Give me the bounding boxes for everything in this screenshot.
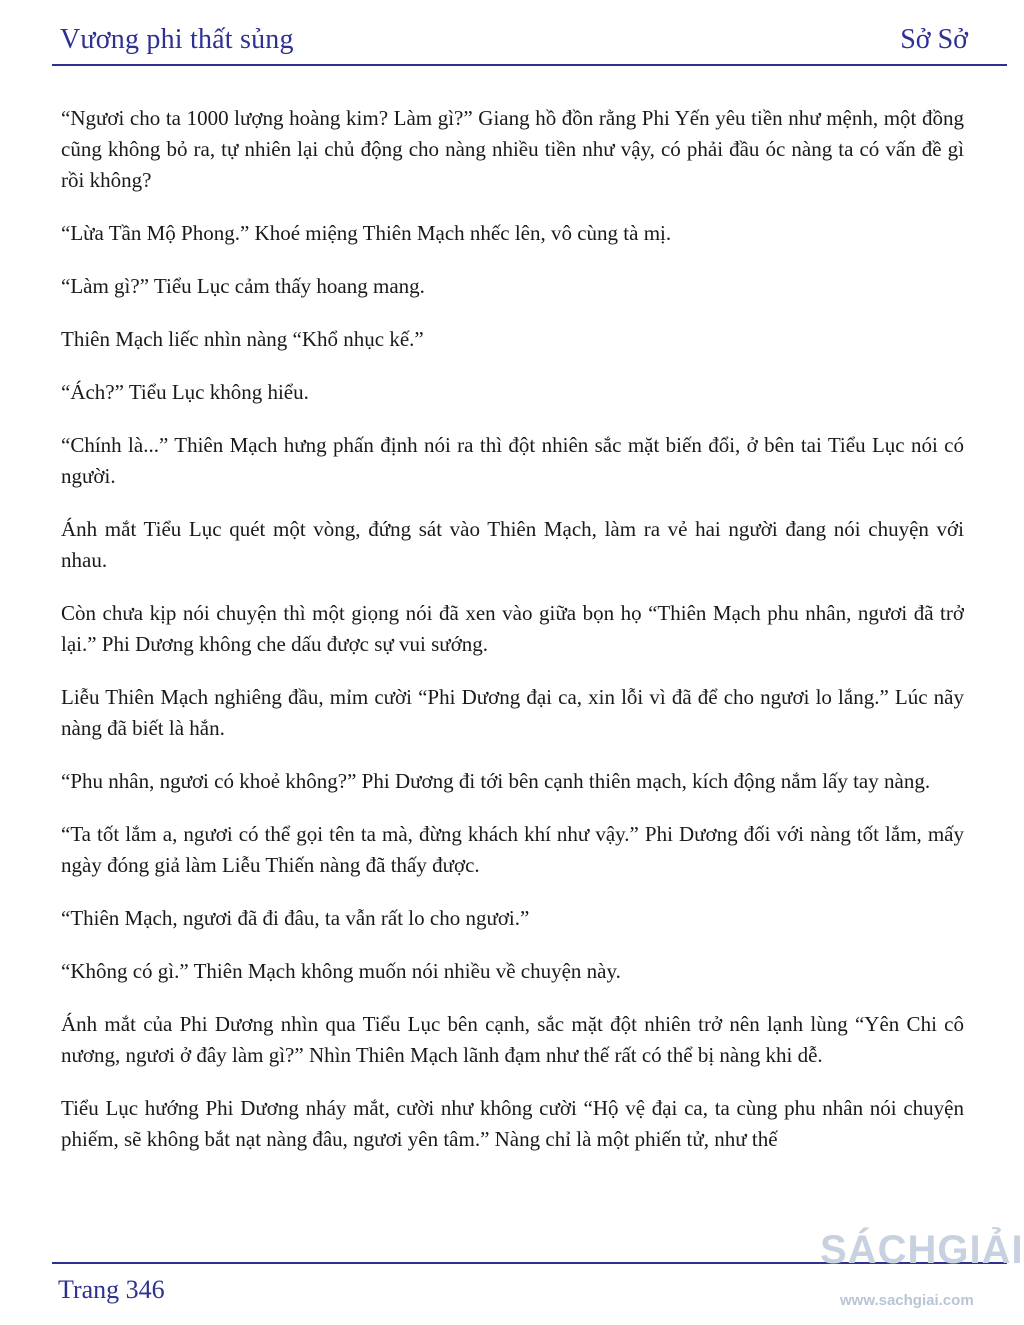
paragraph: Tiểu Lục hướng Phi Dương nháy mắt, cười như không cười “Hộ vệ đại ca, ta cùng phu nhân nói chuyện phiếm, sẽ không bắt nạt nàng đâu, ngươi yên tâm.” Nàng chỉ là một phiến tử, như thế: [61, 1096, 964, 1151]
paragraph: Ánh mắt của Phi Dương nhìn qua Tiểu Lục bên cạnh, sắc mặt đột nhiên trở nên lạnh lùng “Yên Chi cô nương, ngươi ở đây làm gì?” Nhìn Thiên Mạch lãnh đạm như thế rất có thể bị nàng khi dễ.: [61, 1012, 964, 1067]
book-title: Vương phi thất sủng: [60, 24, 294, 55]
author-name: Sở Sở: [900, 24, 968, 55]
paragraph: “Ngươi cho ta 1000 lượng hoàng kim? Làm gì?” Giang hồ đồn rằng Phi Yến yêu tiền như mệnh, một đồng cũng không bỏ ra, tự nhiên lại chủ động cho nàng nhiều tiền như vậy, có phải đầu óc nàng ta có vấn đề gì rồi không?: [61, 106, 964, 192]
paragraph: “Thiên Mạch, ngươi đã đi đâu, ta vẫn rất lo cho ngươi.”: [61, 906, 530, 930]
paragraph: Còn chưa kịp nói chuyện thì một giọng nói đã xen vào giữa bọn họ “Thiên Mạch phu nhân, ngươi đã trở lại.” Phi Dương không che dấu được sự vui sướng.: [61, 601, 964, 656]
watermark-url: www.sachgiai.com: [840, 1292, 974, 1309]
paragraph: “Lừa Tần Mộ Phong.” Khoé miệng Thiên Mạch nhếc lên, vô cùng tà mị.: [61, 221, 672, 245]
paragraph: “Làm gì?” Tiểu Lục cảm thấy hoang mang.: [61, 274, 425, 298]
paragraph: “Không có gì.” Thiên Mạch không muốn nói nhiều về chuyện này.: [61, 959, 621, 983]
paragraph: Thiên Mạch liếc nhìn nàng “Khổ nhục kế.”: [61, 327, 424, 351]
paragraph: Liễu Thiên Mạch nghiêng đầu, mỉm cười “Phi Dương đại ca, xin lỗi vì đã để cho ngươi lo lắng.” Lúc nãy nàng đã biết là hắn.: [61, 685, 964, 740]
watermark-brand: SÁCHGIẢI: [820, 1228, 1024, 1272]
chapter-body: [61, 103, 964, 1223]
page-number: Trang 346: [58, 1275, 165, 1304]
page-header: [0, 0, 1024, 70]
watermark-logo: [814, 1212, 1024, 1325]
paragraph: “Ta tốt lắm a, ngươi có thể gọi tên ta mà, đừng khách khí như vậy.” Phi Dương đối với nàng tốt lắm, mấy ngày đóng giả làm Liễu Thiến nàng đã thấy được.: [61, 822, 964, 877]
paragraph: “Phu nhân, ngươi có khoẻ không?” Phi Dương đi tới bên cạnh thiên mạch, kích động nắm lấy tay nàng.: [61, 769, 931, 793]
paragraph: “Chính là...” Thiên Mạch hưng phấn định nói ra thì đột nhiên sắc mặt biến đổi, ở bên tai Tiểu Lục nói có người.: [61, 433, 964, 488]
header-divider: [52, 64, 1007, 66]
paragraph: Ánh mắt Tiểu Lục quét một vòng, đứng sát vào Thiên Mạch, làm ra vẻ hai người đang nói chuyện với nhau.: [61, 517, 964, 572]
paragraph: “Ách?” Tiểu Lục không hiểu.: [61, 380, 309, 404]
